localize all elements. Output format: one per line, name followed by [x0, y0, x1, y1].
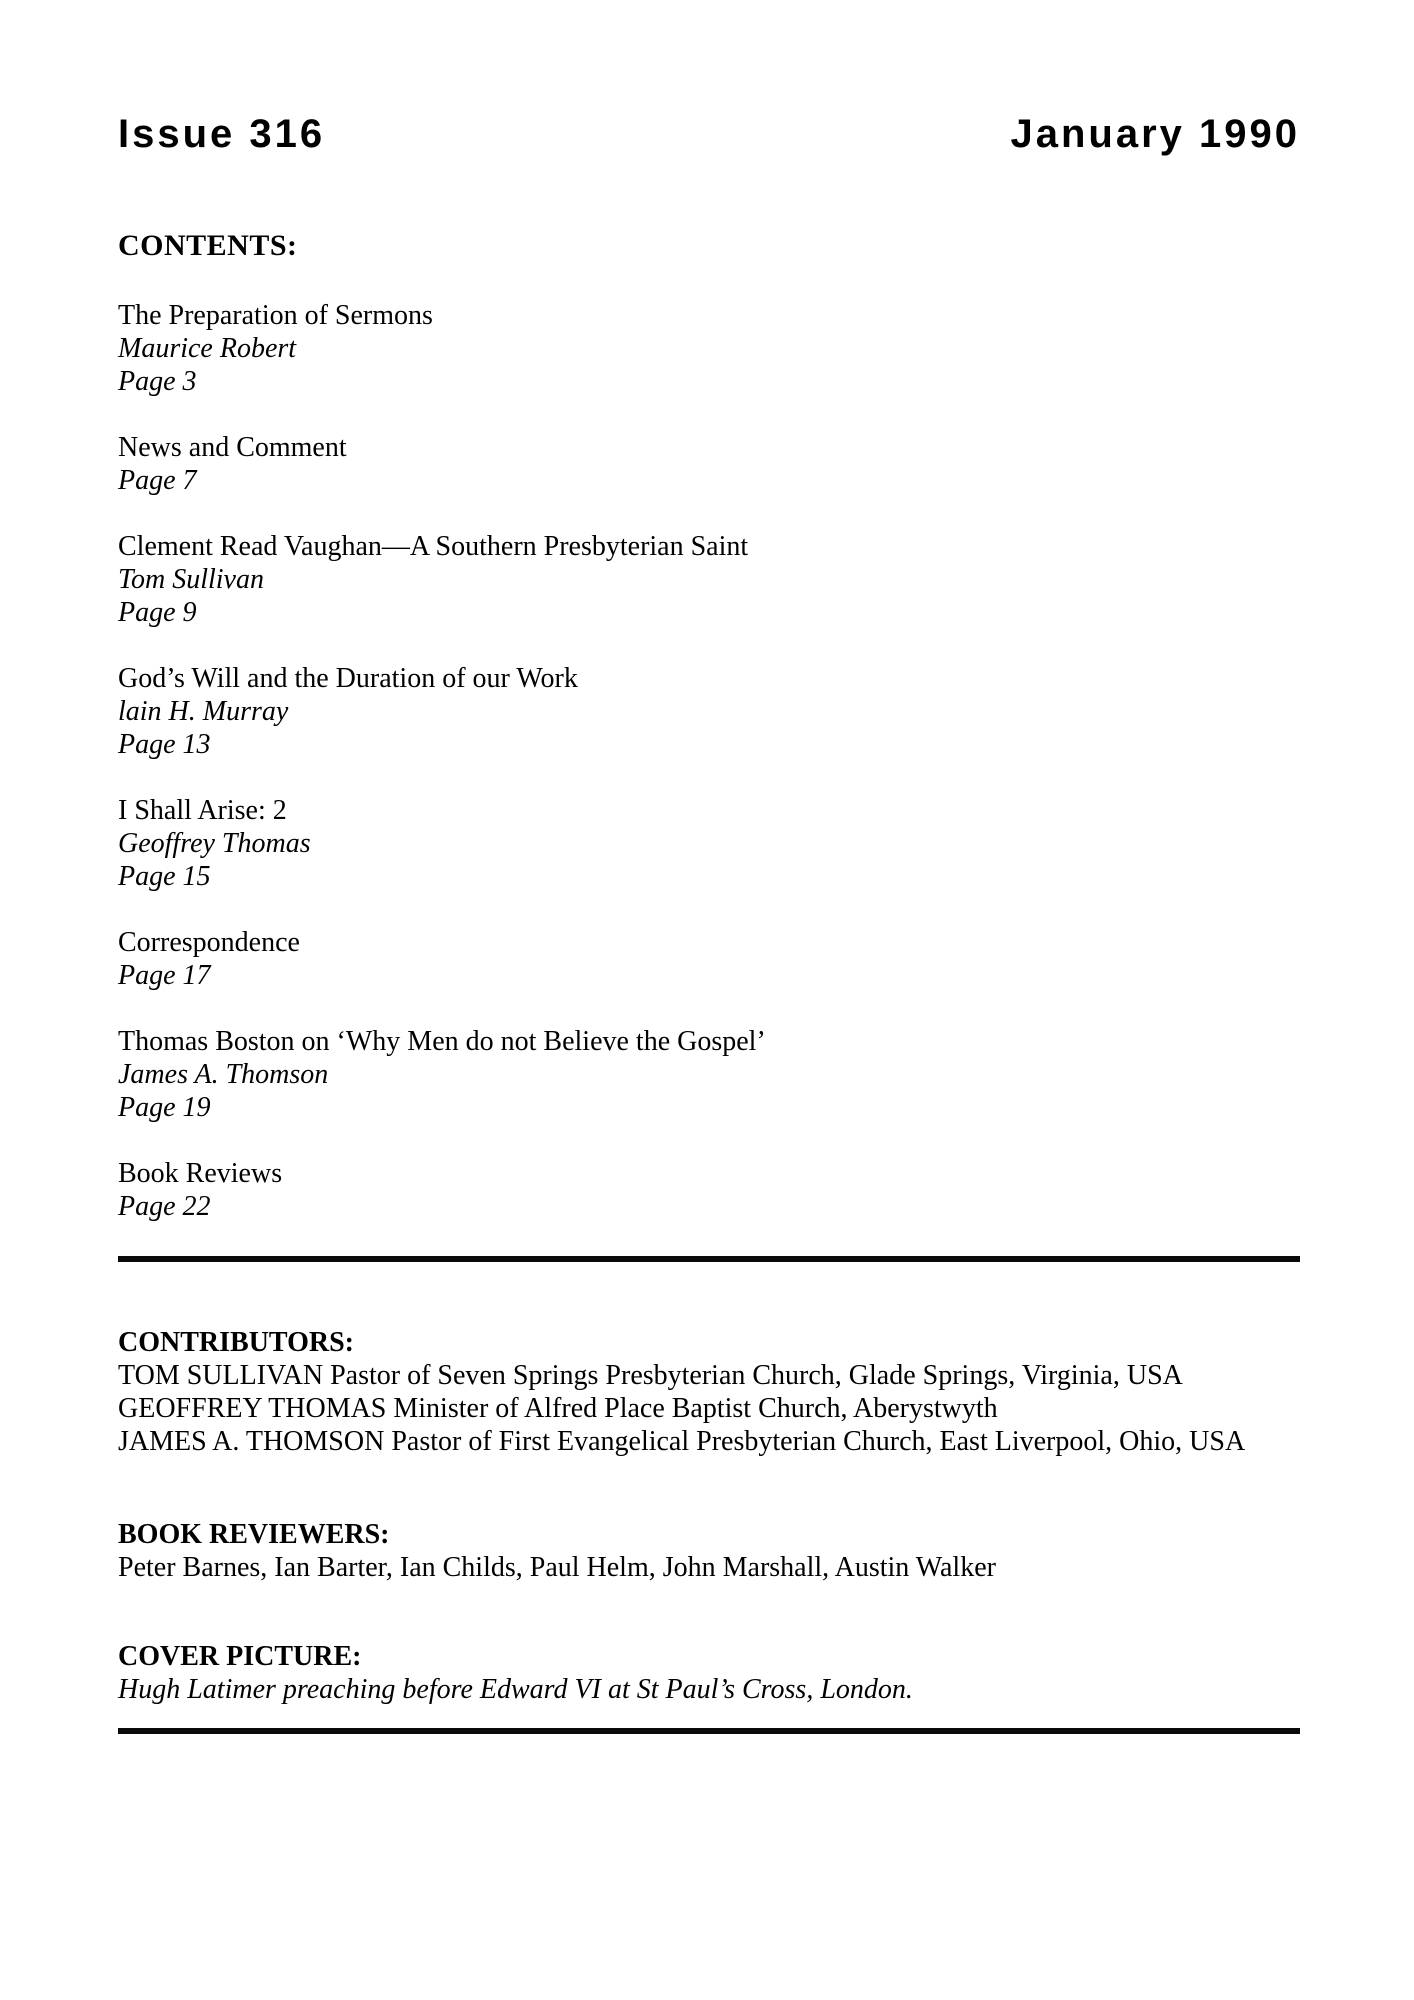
entry-title: God’s Will and the Duration of our Work: [118, 663, 578, 694]
book-reviewers-names: Peter Barnes, Ian Barter, Ian Childs, Paul Helm, John Marshall, Austin Walker: [118, 1552, 996, 1583]
entry-author: Tom Sullivan: [118, 564, 264, 595]
issue-number: Issue 316: [118, 112, 326, 156]
entry-title: News and Comment: [118, 432, 347, 463]
entry-page: Page 15: [118, 861, 211, 892]
entry-author: Maurice Robert: [118, 333, 297, 364]
book-reviewers-section: [118, 1518, 1300, 1584]
entry-page: Page 17: [118, 960, 211, 991]
contents-entry: [118, 794, 1300, 893]
entry-page: Page 13: [118, 729, 211, 760]
contents-entry: [118, 431, 1300, 497]
entry-author: lain H. Murray: [118, 696, 289, 727]
entry-title: Correspondence: [118, 927, 300, 958]
entry-title: Thomas Boston on ‘Why Men do not Believe the Gospel’: [118, 1026, 766, 1057]
entry-title: Clement Read Vaughan—A Southern Presbyterian Saint: [118, 531, 749, 562]
contributors-section: [118, 1326, 1300, 1458]
book-reviewers-heading: BOOK REVIEWERS:: [118, 1519, 390, 1550]
contents-entry: [118, 299, 1300, 398]
issue-date: January 1990: [1010, 112, 1300, 156]
entry-title: I Shall Arise: 2: [118, 795, 287, 826]
entry-page: Page 19: [118, 1092, 211, 1123]
contents-entry: [118, 530, 1300, 629]
contents-heading: CONTENTS:: [118, 229, 298, 262]
entry-title: Book Reviews: [118, 1158, 283, 1189]
entry-page: Page 3: [118, 366, 197, 397]
divider-rule-top: [118, 1256, 1300, 1262]
contributor-line: TOM SULLIVAN Pastor of Seven Springs Presbyterian Church, Glade Springs, Virginia, USA: [118, 1360, 1183, 1391]
contributor-line: GEOFFREY THOMAS Minister of Alfred Place Baptist Church, Aberystwyth: [118, 1393, 998, 1424]
contents-entry: [118, 1025, 1300, 1124]
contents-entry: [118, 1157, 1300, 1223]
entry-author: James A. Thomson: [118, 1059, 329, 1090]
entry-page: Page 9: [118, 597, 197, 628]
contents-entry: [118, 926, 1300, 992]
contributors-heading: CONTRIBUTORS:: [118, 1327, 354, 1358]
contributor-line: JAMES A. THOMSON Pastor of First Evangelical Presbyterian Church, East Liverpool, Ohio, USA: [118, 1426, 1246, 1457]
entry-page: Page 7: [118, 465, 197, 496]
contents-entry: [118, 662, 1300, 761]
page-content: [118, 0, 1300, 1734]
entry-author: Geoffrey Thomas: [118, 828, 311, 859]
cover-picture-caption: Hugh Latimer preaching before Edward VI at St Paul’s Cross, London.: [118, 1674, 913, 1705]
page-header: [118, 0, 1300, 156]
cover-picture-section: [118, 1640, 1300, 1706]
cover-picture-heading: COVER PICTURE:: [118, 1641, 362, 1672]
entry-title: The Preparation of Sermons: [118, 300, 433, 331]
contents-list: [118, 299, 1300, 1223]
divider-rule-bottom: [118, 1728, 1300, 1734]
entry-page: Page 22: [118, 1191, 211, 1222]
